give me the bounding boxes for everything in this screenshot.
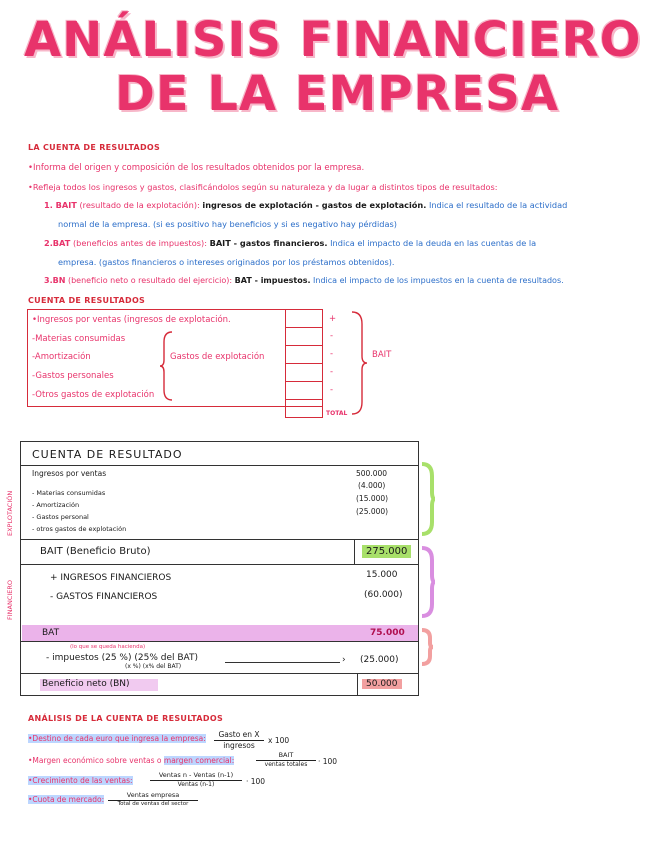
ratio-2-num: BAIT — [278, 751, 294, 759]
analysis-heading: ANÁLISIS DE LA CUENTA DE RESULTADOS — [28, 714, 224, 723]
brace-left — [160, 330, 174, 402]
ing-fin-label: + INGRESOS FINANCIEROS — [50, 573, 172, 583]
imp-value: (25.000) — [360, 655, 399, 665]
total-label: TOTAL — [326, 410, 348, 417]
table-title: CUENTA DE RESULTADO — [32, 448, 183, 461]
bait-row-label: BAIT (Beneficio Bruto) — [40, 546, 151, 557]
bat-label: BAT — [42, 628, 60, 638]
ratio-1: •Destino de cada euro que ingresa la empresa: — [28, 734, 206, 743]
brace-salmon — [420, 628, 434, 666]
ingresos-label: Ingresos por ventas — [32, 469, 107, 478]
bat-value: 75.000 — [370, 628, 405, 638]
item-3-line: 3.BN (beneficio neto o resultado del ejercicio): BAT - impuestos. Indica el impacto de los impuestos en la cuenta de resultados. — [44, 276, 564, 285]
brace-purple — [420, 546, 436, 618]
diagram-row-5: -Otros gastos de explotación — [32, 390, 155, 400]
side-label-explotacion: EXPLOTACIÓN — [6, 490, 14, 536]
sign: - — [330, 331, 334, 341]
value-box — [285, 327, 323, 346]
section-heading: LA CUENTA DE RESULTADOS — [28, 143, 161, 152]
arrow-head: › — [342, 655, 346, 665]
sign: + — [329, 314, 337, 324]
diagram-row-3: -Amortización — [32, 352, 91, 362]
total-box — [285, 399, 323, 418]
value-box — [285, 381, 323, 400]
ratio-2-den: ventas totales — [264, 761, 308, 768]
item-1-line-a: 1. BAIT (resultado de la explotación): ingresos de explotación - gastos de explotación. Indica el resultado de la actividad — [44, 200, 568, 210]
diagram-heading: CUENTA DE RESULTADOS — [28, 296, 146, 305]
explot-item: - otros gastos de explotación — [32, 525, 127, 533]
diagram-row-1: •Ingresos por ventas (ingresos de explotación. — [32, 315, 231, 325]
brace-right — [350, 310, 368, 416]
imp-label: - impuestos (25 %) (25% del BAT) — [46, 653, 198, 663]
explot-item: - Amortización — [32, 501, 80, 509]
value: (15.000) — [356, 494, 389, 503]
value: (4.000) — [358, 481, 386, 490]
bait-value: 275.000 — [362, 545, 411, 558]
item-2-line-a: 2.BAT (beneficios antes de impuestos): BAIT - gastos financieros. Indica el impacto de la deuda en las cuentas de la — [44, 238, 537, 248]
sign: - — [330, 349, 334, 359]
bait-label: BAIT — [372, 350, 392, 360]
divider — [20, 465, 419, 466]
brace-label: Gastos de explotación — [170, 352, 265, 362]
ratio-4-den: Total de ventas del sector — [117, 801, 189, 807]
diagram-row-2: -Materias consumidas — [32, 334, 126, 344]
ratio-3-num: Ventas n - Ventas (n-1) — [158, 771, 234, 779]
ratio-4-num: Ventas empresa — [126, 791, 180, 799]
imp-note: (lo que se queda hacienda) — [70, 644, 146, 650]
imp-sub: (x %) (x% del BAT) — [125, 663, 182, 670]
ratio-3-mult: · 100 — [246, 777, 266, 786]
arrow-line — [225, 662, 340, 663]
ratio-1-num: Gasto en X — [218, 730, 260, 739]
item-2-line-b: empresa. (gastos financieros o intereses originados por los préstamos obtenidos). — [58, 257, 395, 267]
page-title: ANÁLISIS FINANCIERO — [24, 12, 642, 68]
bullet-2: •Refleja todos los ingresos y gastos, clasificándolos según su naturaleza y da lugar a distintos tipos de resultados: — [28, 182, 498, 192]
explot-item: - Gastos personal — [32, 513, 89, 521]
divider — [20, 641, 419, 642]
value-box — [285, 309, 323, 328]
diagram-row-4: -Gastos personales — [32, 371, 114, 381]
sign: - — [330, 385, 334, 395]
ratio-2-mult: · 100 — [318, 757, 338, 766]
side-label-financiero: FINANCIERO — [6, 579, 14, 620]
value: (25.000) — [356, 507, 389, 516]
value: 500.000 — [356, 469, 388, 478]
ratio-4: •Cuota de mercado: — [28, 795, 105, 804]
bat-highlight — [22, 625, 418, 641]
gas-fin-value: (60.000) — [364, 590, 403, 600]
bn-label: Beneficio neto (BN) — [42, 679, 130, 689]
brace-green — [420, 462, 436, 536]
ratio-3-den: Ventas (n-1) — [177, 781, 215, 788]
bn-value: 50.000 — [362, 679, 402, 689]
value-box — [285, 363, 323, 382]
sign: - — [330, 367, 334, 377]
ratio-2: •Margen económico sobre ventas o margen comercial: — [28, 756, 235, 765]
ratio-1-mult: x 100 — [268, 736, 290, 745]
value-box — [285, 345, 323, 364]
ratio-3: •Crecimiento de las ventas: — [28, 776, 133, 785]
page-subtitle: DE LA EMPRESA — [115, 66, 559, 122]
ing-fin-value: 15.000 — [366, 570, 398, 580]
ratio-1-den: ingresos — [223, 741, 255, 750]
bullet-1: •Informa del origen y composición de los resultados obtenidos por la empresa. — [28, 163, 365, 173]
explot-item: - Materias consumidas — [32, 489, 106, 497]
divider — [20, 564, 419, 565]
item-1-line-b: normal de la empresa. (si es positivo hay beneficios y si es negativo hay pérdidas) — [58, 219, 397, 229]
gas-fin-label: - GASTOS FINANCIEROS — [50, 592, 158, 602]
